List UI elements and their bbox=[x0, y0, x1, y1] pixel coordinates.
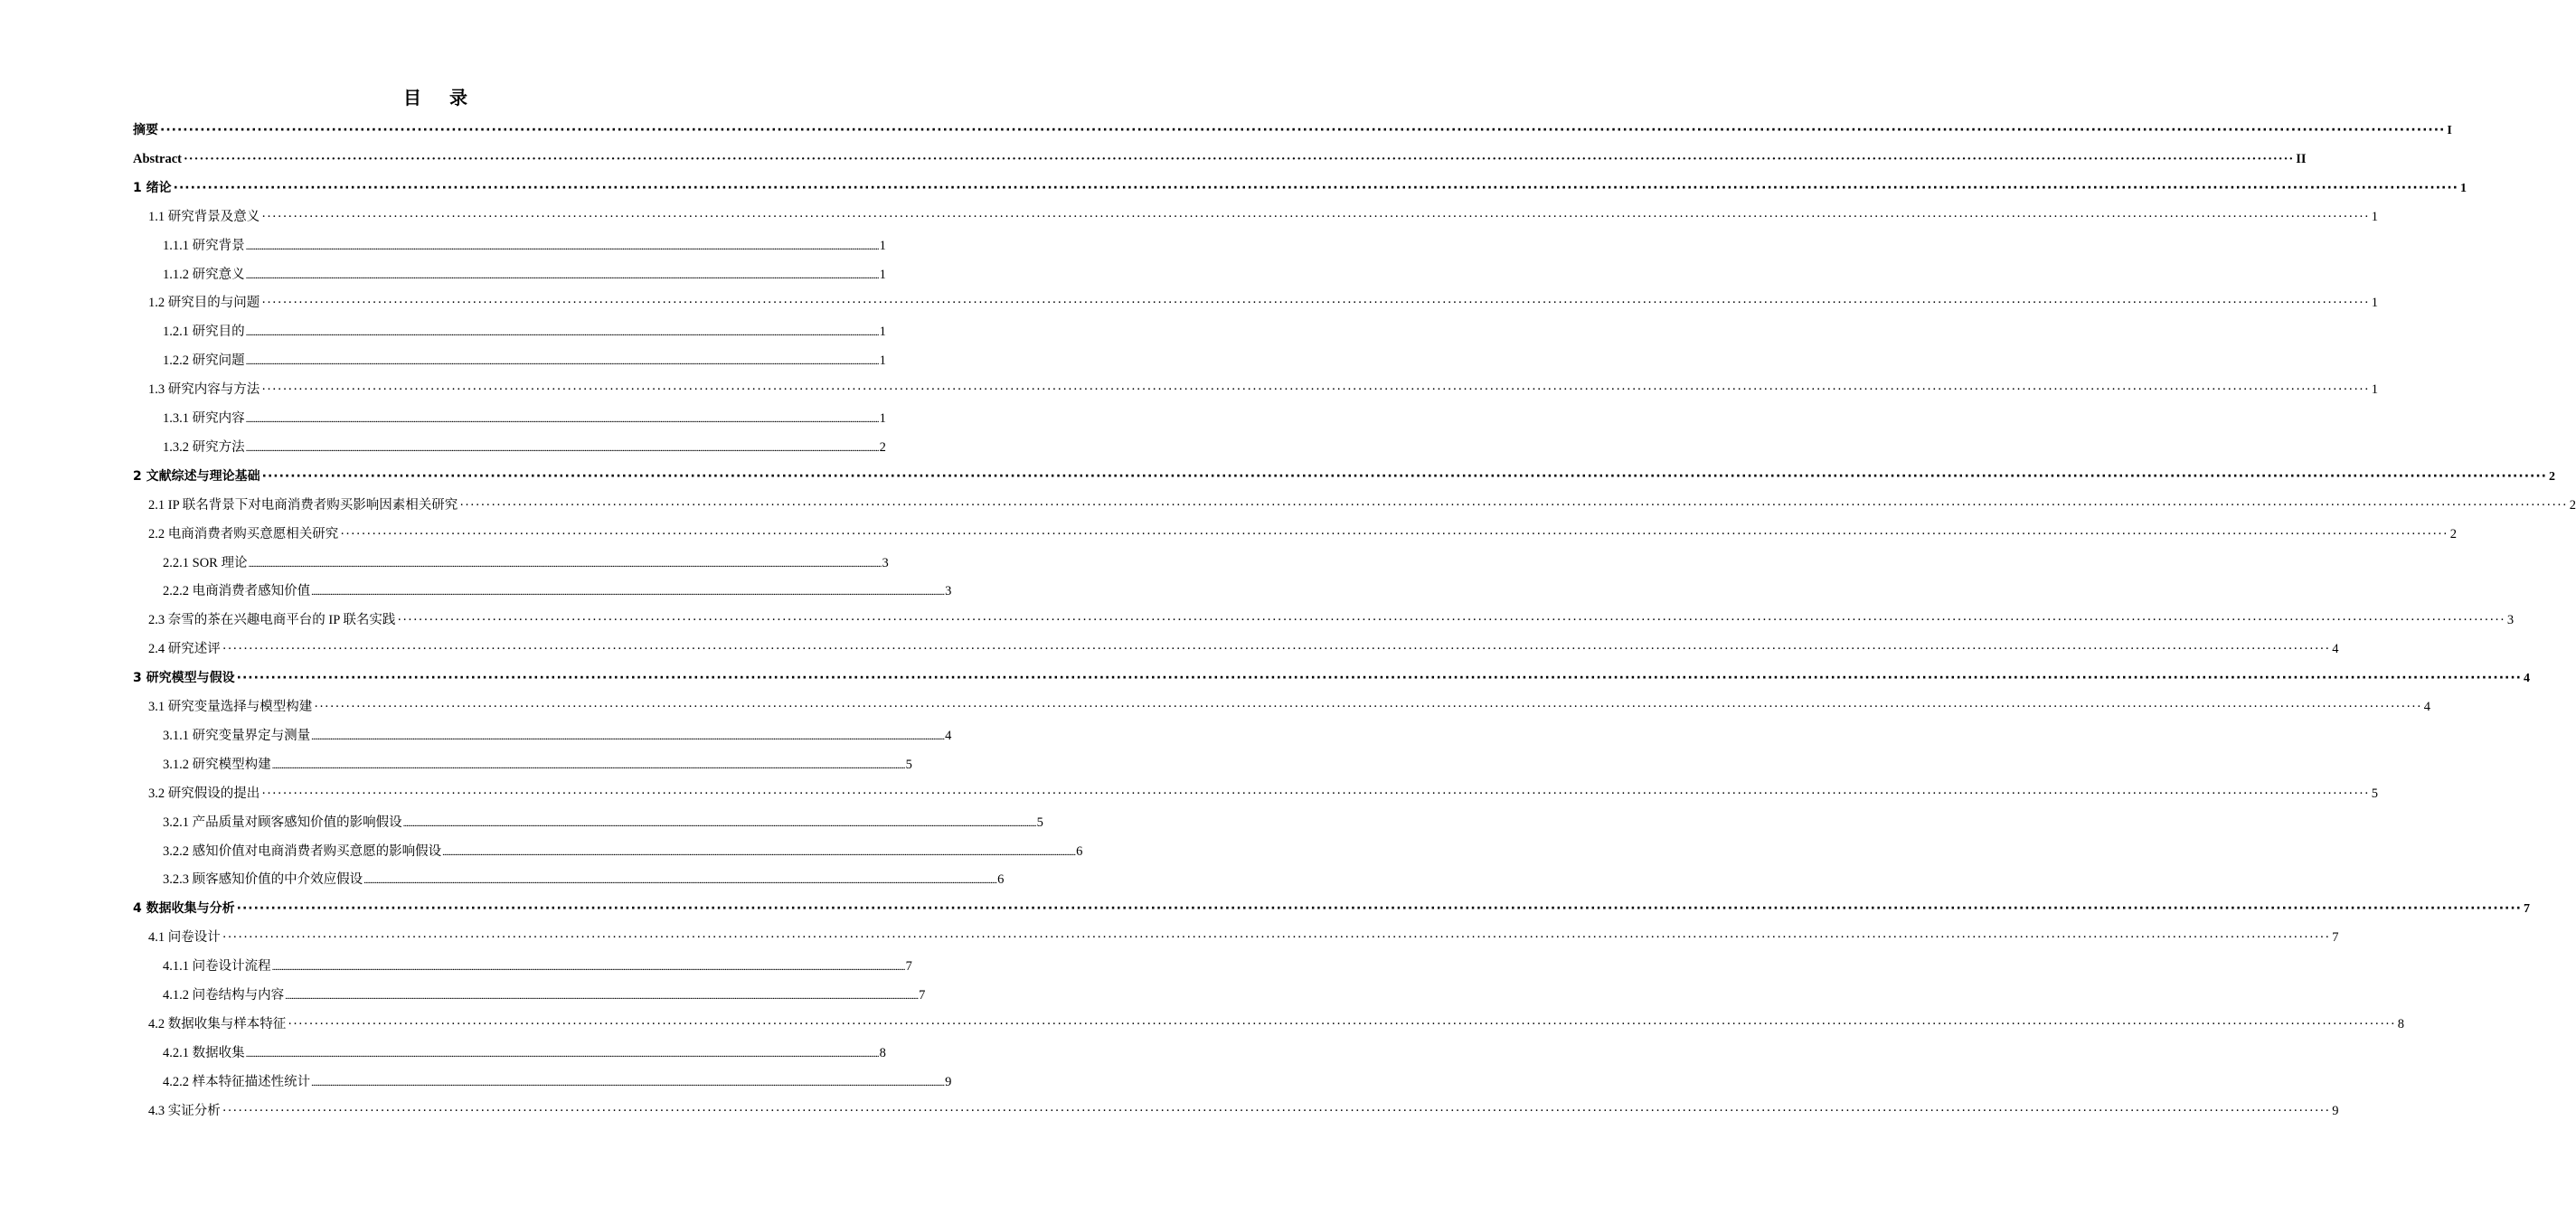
toc-leader-dots: ................................................................................................................................................................................................................................................................................................................................................................................................................ bbox=[245, 327, 879, 339]
toc-entry-page-number: 5 bbox=[2371, 786, 2378, 801]
toc-leader-dots: ................................................................................................................................................................................................................................................................................................................................................................................................................ bbox=[245, 240, 879, 252]
toc-leader-dots: ................................................................................................................................................................................................................................................................................................................................................................................................................ bbox=[245, 414, 879, 425]
toc-entry-label: 2.4 研究述评 bbox=[148, 642, 221, 657]
toc-entry-label: 3.1 研究变量选择与模型构建 bbox=[148, 700, 313, 714]
toc-entry-label: 1.3.1 研究内容 bbox=[163, 411, 245, 426]
toc-entry-page-number: 1 bbox=[879, 325, 886, 340]
toc-entry-label: 3.1.2 研究模型构建 bbox=[163, 757, 271, 772]
toc-leader-dots: ················································································································································································································································································································································································································ bbox=[183, 151, 2295, 166]
toc-entry[interactable] bbox=[163, 264, 886, 286]
toc-entry-label: 2 文献综述与理论基础 bbox=[133, 468, 260, 484]
toc-leader-dots: ················································································································································································································································································································································································································ bbox=[261, 468, 2547, 484]
toc-entry[interactable] bbox=[148, 523, 2457, 545]
toc-entry[interactable] bbox=[133, 177, 2467, 199]
toc-entry-page-number: 9 bbox=[2332, 1103, 2339, 1118]
toc-entry-label: 2.2.1 SOR 理论 bbox=[163, 555, 248, 570]
toc-leader-dots: ................................................................................................................................................................................................................................................................................................................................................................................................................ bbox=[311, 587, 945, 598]
toc-entry[interactable] bbox=[133, 148, 2307, 170]
toc-leader-dots: ................................................................................................................................................................................................................................................................................................................................................................................................................ bbox=[363, 875, 997, 887]
toc-entry-page-number: 6 bbox=[997, 872, 1005, 888]
toc-entry-page-number: 4 bbox=[2332, 642, 2339, 657]
toc-entry-page-number: 8 bbox=[2397, 1016, 2404, 1031]
toc-leader-dots: ................................................................................................................................................................................................................................................................................................................................................................................................................ bbox=[245, 1048, 879, 1060]
toc-entry-page-number: 1 bbox=[2371, 382, 2378, 398]
toc-entry-label: 4.1 问卷设计 bbox=[148, 930, 221, 946]
toc-entry-label: 2.3 奈雪的茶在兴趣电商平台的 IP 联名实践 bbox=[148, 613, 396, 628]
toc-entry-label: 1.2 研究目的与问题 bbox=[148, 296, 260, 311]
toc-entry-page-number: 9 bbox=[945, 1074, 952, 1089]
toc-leader-dots: ................................................................................................................................................................................................................................................................................................................................................................................................................ bbox=[248, 558, 882, 570]
toc-entry[interactable] bbox=[163, 350, 886, 372]
toc-entry-label: 1.1.1 研究背景 bbox=[163, 238, 245, 253]
toc-leader-dots: ················································································································································································································································································································································································································ bbox=[173, 180, 2458, 195]
toc-entry-label: 1.3.2 研究方法 bbox=[163, 439, 245, 455]
toc-entry-page-number: 1 bbox=[879, 353, 886, 369]
toc-leader-dots: ················································································································································································································································································································································································································ bbox=[459, 497, 2568, 513]
toc-entry[interactable] bbox=[148, 1013, 2404, 1035]
toc-entry-label: 1.1 研究背景及意义 bbox=[148, 209, 260, 224]
toc-leader-dots: ················································································································································································································································································································································································································ bbox=[160, 123, 2446, 137]
toc-entry-page-number: 4 bbox=[945, 728, 952, 743]
toc-entry-page-number: 3 bbox=[882, 555, 889, 570]
toc-entry[interactable] bbox=[163, 869, 1005, 890]
toc-leader-dots: ................................................................................................................................................................................................................................................................................................................................................................................................................ bbox=[271, 759, 905, 771]
toc-entry-page-number: 6 bbox=[1076, 843, 1083, 859]
toc-leader-dots: ················································································································································································································································································································································································································ bbox=[222, 1103, 2331, 1118]
toc-entry-page-number: 5 bbox=[905, 757, 912, 772]
toc-entry[interactable] bbox=[163, 984, 926, 1006]
toc-entry[interactable] bbox=[148, 696, 2430, 718]
toc-entry-page-number: 8 bbox=[879, 1045, 886, 1060]
toc-leader-dots: ················································································································································································································································································································································································································ bbox=[261, 382, 2370, 398]
page-title: 目 录 bbox=[403, 87, 478, 108]
toc-entry-page-number: 1 bbox=[2371, 209, 2378, 224]
toc-entry-label: 2.2 电商消费者购买意愿相关研究 bbox=[148, 526, 339, 542]
toc-entry-page-number: 2 bbox=[879, 439, 886, 455]
toc-entry[interactable] bbox=[148, 494, 2576, 516]
toc-entry[interactable] bbox=[163, 321, 886, 343]
toc-leader-dots: ················································································································································································································································································································································································································ bbox=[222, 642, 2331, 657]
toc-entry-label: 3.2.1 产品质量对顾客感知价值的影响假设 bbox=[163, 815, 402, 830]
toc-entry-page-number: 1 bbox=[2371, 296, 2378, 311]
toc-entry-page-number: 1 bbox=[879, 411, 886, 426]
toc-entry[interactable] bbox=[163, 408, 886, 429]
toc-entry-page-number: 7 bbox=[919, 988, 926, 1003]
toc-leader-dots: ················································································································································································································································································································································································································ bbox=[340, 526, 2449, 542]
toc-entry[interactable] bbox=[133, 119, 2452, 141]
toc-leader-dots: ................................................................................................................................................................................................................................................................................................................................................................................................................ bbox=[271, 962, 905, 974]
toc-leader-dots: ················································································································································································································································································································································································································ bbox=[222, 930, 2331, 946]
toc-entry[interactable] bbox=[148, 638, 2339, 660]
toc-entry-label: 3 研究模型与假设 bbox=[133, 671, 235, 686]
toc-entry-label: 1.2.1 研究目的 bbox=[163, 325, 245, 340]
toc-entry[interactable] bbox=[148, 783, 2378, 805]
toc-entry[interactable] bbox=[148, 292, 2378, 314]
toc-entry-page-number: II bbox=[2296, 151, 2307, 166]
toc-entry[interactable] bbox=[133, 898, 2530, 919]
toc-entry[interactable] bbox=[148, 206, 2378, 228]
toc-entry-page-number: 7 bbox=[2523, 902, 2530, 917]
toc-entry-page-number: 1 bbox=[2459, 181, 2467, 195]
toc-entry-page-number: 2 bbox=[2569, 497, 2576, 513]
toc-entry[interactable] bbox=[163, 841, 1083, 862]
toc-leader-dots: ················································································································································································································································································································································································································ bbox=[397, 613, 2505, 628]
toc-entry-label: 3.1.1 研究变量界定与测量 bbox=[163, 728, 311, 743]
toc-entry[interactable] bbox=[163, 1071, 952, 1093]
toc-entry-label: 4.2 数据收集与样本特征 bbox=[148, 1016, 287, 1031]
toc-entry[interactable] bbox=[148, 927, 2339, 948]
toc-leader-dots: ................................................................................................................................................................................................................................................................................................................................................................................................................ bbox=[245, 442, 879, 454]
toc-entry[interactable] bbox=[163, 812, 1043, 834]
toc-entry[interactable] bbox=[163, 754, 912, 776]
toc-entry-label: 1 绪论 bbox=[133, 180, 172, 195]
toc-leader-dots: ················································································································································································································································································································································································································ bbox=[236, 901, 2522, 917]
toc-entry-label: 4 数据收集与分析 bbox=[133, 901, 235, 917]
toc-leader-dots: ................................................................................................................................................................................................................................................................................................................................................................................................................ bbox=[311, 730, 945, 742]
toc-entry-page-number: 3 bbox=[2506, 613, 2515, 628]
toc-entry[interactable] bbox=[163, 437, 886, 458]
toc-entry[interactable] bbox=[163, 580, 952, 602]
toc-entry-page-number: 4 bbox=[2523, 672, 2530, 686]
toc-entry[interactable] bbox=[133, 466, 2555, 487]
toc-entry[interactable] bbox=[163, 235, 886, 257]
toc-entry[interactable] bbox=[133, 667, 2530, 689]
toc-leader-dots: ················································································································································································································································································································································································································ bbox=[288, 1016, 2396, 1031]
toc-leader-dots: ················································································································································································································································································································································································································ bbox=[314, 700, 2422, 714]
toc-entry-page-number: 4 bbox=[2423, 700, 2430, 714]
toc-leader-dots: ················································································································································································································································································································································································································ bbox=[261, 209, 2370, 224]
toc-entry-label: 4.2.2 样本特征描述性统计 bbox=[163, 1074, 311, 1089]
toc-entry-label: 3.2 研究假设的提出 bbox=[148, 786, 260, 801]
toc-leader-dots: ................................................................................................................................................................................................................................................................................................................................................................................................................ bbox=[442, 846, 1076, 858]
toc-entry[interactable] bbox=[148, 1100, 2339, 1122]
toc-entry-page-number: 3 bbox=[945, 584, 952, 599]
toc-leader-dots: ................................................................................................................................................................................................................................................................................................................................................................................................................ bbox=[311, 1077, 945, 1088]
toc-entry-page-number: 7 bbox=[2332, 930, 2339, 946]
toc-entry-label: 4.3 实证分析 bbox=[148, 1103, 221, 1118]
toc-entry[interactable] bbox=[163, 725, 952, 747]
toc-entry[interactable] bbox=[148, 609, 2515, 631]
toc-entry-label: 4.1.2 问卷结构与内容 bbox=[163, 988, 285, 1003]
toc-entry-label: 1.2.2 研究问题 bbox=[163, 353, 245, 369]
toc-entry-page-number: 2 bbox=[2449, 526, 2457, 542]
toc-entry-label: 3.2.2 感知价值对电商消费者购买意愿的影响假设 bbox=[163, 843, 442, 859]
toc-entry[interactable] bbox=[163, 956, 912, 977]
toc-entry-label: 2.2.2 电商消费者感知价值 bbox=[163, 584, 311, 599]
toc-leader-dots: ················································································································································································································································································································································································································ bbox=[261, 786, 2370, 801]
toc-entry[interactable] bbox=[163, 1042, 886, 1064]
toc-entry-label: 2.1 IP 联名背景下对电商消费者购买影响因素相关研究 bbox=[148, 497, 458, 513]
toc-entry-label: 4.1.1 问卷设计流程 bbox=[163, 959, 271, 975]
toc-entry-page-number: 1 bbox=[879, 238, 886, 253]
toc-entry-label: Abstract bbox=[133, 151, 182, 166]
toc-entry-label: 摘要 bbox=[133, 123, 158, 137]
toc-entry-label: 4.2.1 数据收集 bbox=[163, 1045, 245, 1060]
toc-leader-dots: ················································································································································································································································································································································································································ bbox=[236, 671, 2522, 686]
toc-entry-page-number: 1 bbox=[879, 267, 886, 282]
toc-leader-dots: ················································································································································································································································································································································································································ bbox=[261, 296, 2370, 311]
toc-entry-page-number: 5 bbox=[1036, 815, 1043, 830]
toc-entry[interactable] bbox=[148, 379, 2378, 400]
toc-leader-dots: ................................................................................................................................................................................................................................................................................................................................................................................................................ bbox=[245, 356, 879, 368]
toc-entry[interactable] bbox=[163, 552, 889, 574]
toc-leader-dots: ................................................................................................................................................................................................................................................................................................................................................................................................................ bbox=[402, 817, 1036, 829]
toc-leader-dots: ................................................................................................................................................................................................................................................................................................................................................................................................................ bbox=[285, 991, 919, 1002]
toc-entry-page-number: 7 bbox=[905, 959, 912, 975]
toc-entry-page-number: I bbox=[2447, 124, 2452, 137]
toc-entry-label: 1.3 研究内容与方法 bbox=[148, 382, 260, 398]
toc-entry-label: 1.1.2 研究意义 bbox=[163, 267, 245, 282]
toc-leader-dots: ................................................................................................................................................................................................................................................................................................................................................................................................................ bbox=[245, 269, 879, 281]
toc-entry-label: 3.2.3 顾客感知价值的中介效应假设 bbox=[163, 872, 363, 888]
toc-entry-page-number: 2 bbox=[2548, 469, 2555, 484]
